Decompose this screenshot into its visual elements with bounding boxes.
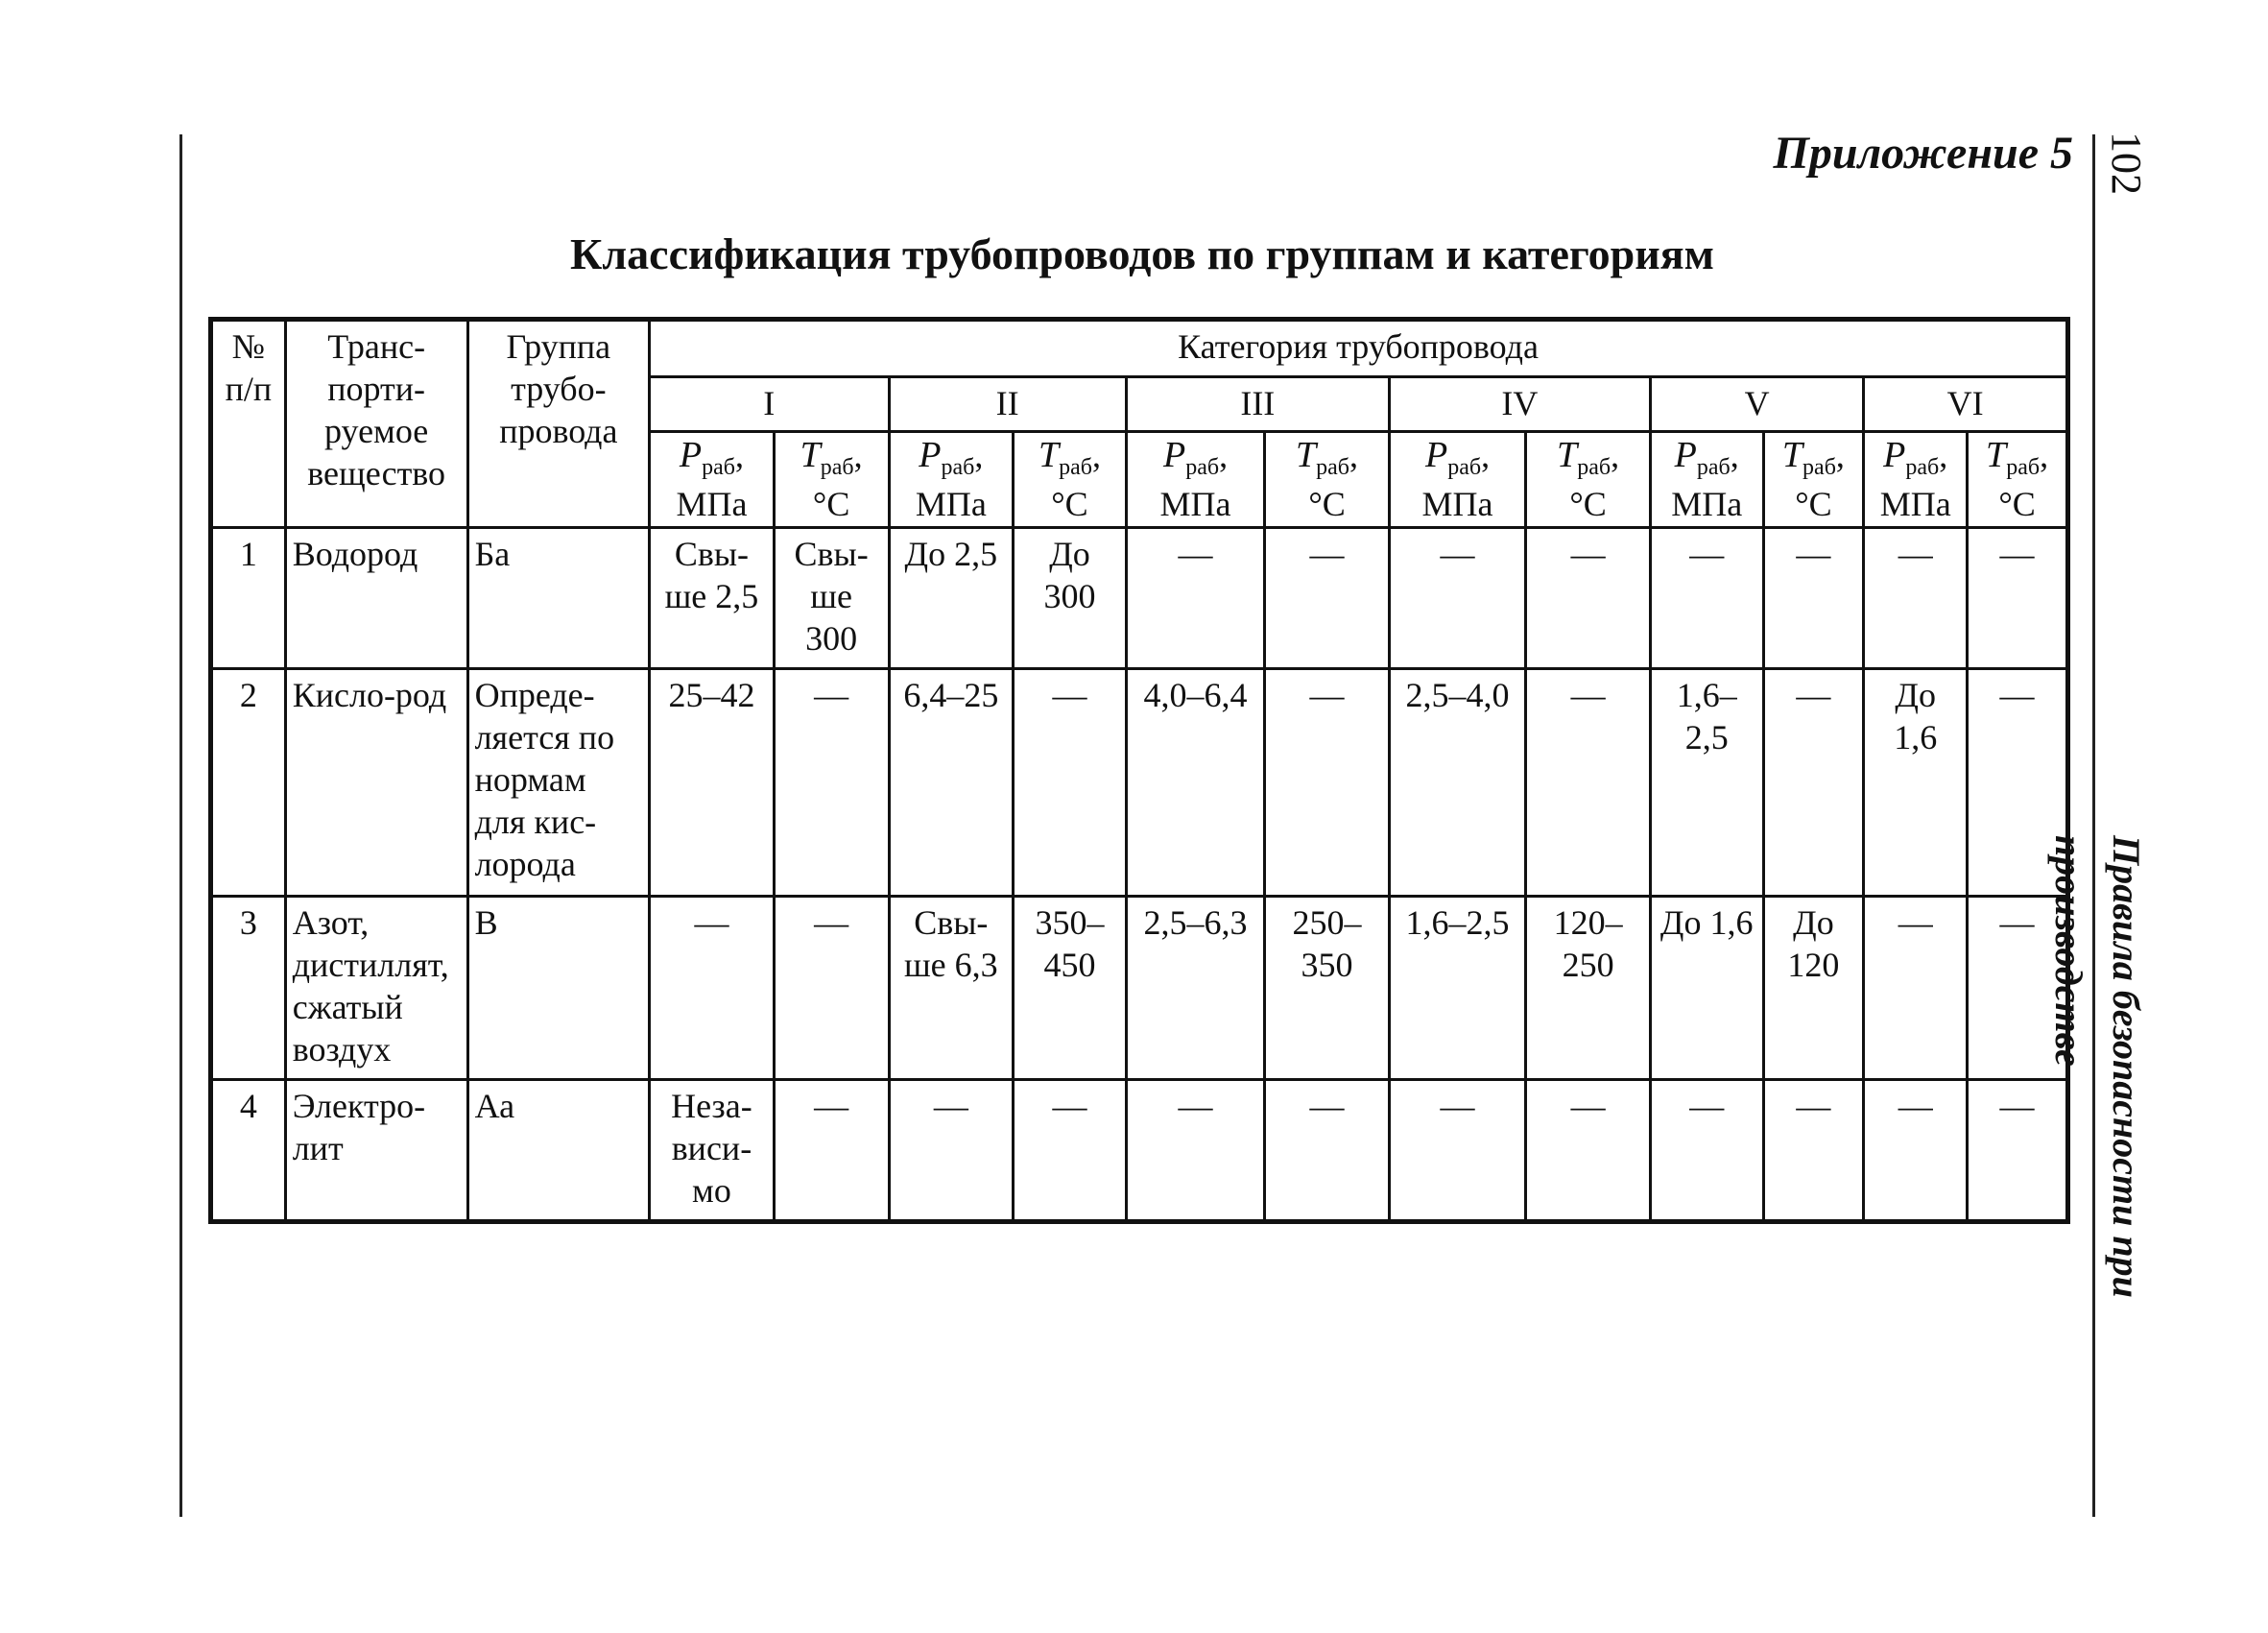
temperature-cell: —	[1014, 669, 1127, 897]
temperature-cell: 250–350	[1265, 897, 1390, 1080]
pressure-symbol: P	[1425, 435, 1448, 475]
temperature-cell: До 300	[1014, 528, 1127, 669]
category-header-2: II	[889, 377, 1126, 432]
pressure-cell: 1,6–2,5	[1650, 669, 1763, 897]
row-number: 2	[211, 669, 286, 897]
row-number: 3	[211, 897, 286, 1080]
pressure-unit: МПа	[915, 485, 987, 523]
table-row	[211, 1080, 2068, 1222]
param-subscript: раб	[1447, 455, 1482, 480]
param-subscript: раб	[1802, 455, 1836, 480]
substance-cell: Кисло-род	[285, 669, 467, 897]
appendix-label: Приложение 5	[1773, 128, 2073, 179]
temperature-header-5: $T_{раб}$, °С	[1763, 432, 1864, 528]
group-cell: Ба	[467, 528, 650, 669]
group-cell: Аа	[467, 1080, 650, 1222]
pressure-unit: МПа	[1421, 485, 1493, 523]
param-subscript: раб	[1185, 455, 1220, 480]
left-margin-rule	[179, 134, 182, 1517]
temperature-cell: —	[1968, 528, 2068, 669]
temperature-unit: °С	[1795, 485, 1832, 523]
pressure-symbol: P	[1674, 435, 1697, 475]
pressure-cell: 6,4–25	[889, 669, 1014, 897]
pressure-cell: —	[1650, 528, 1763, 669]
temperature-cell: —	[1526, 1080, 1651, 1222]
pressure-cell: —	[1389, 528, 1525, 669]
temperature-cell: —	[1763, 1080, 1864, 1222]
param-subscript: раб	[1905, 455, 1940, 480]
pipeline-classification-table	[208, 317, 2070, 1224]
temperature-symbol: T	[1038, 435, 1060, 475]
temperature-cell: —	[1265, 1080, 1390, 1222]
temperature-unit: °С	[1051, 485, 1088, 523]
category-header-6: VI	[1864, 377, 2068, 432]
substance-cell: Азот, дистиллят, сжатый воздух	[285, 897, 467, 1080]
pressure-unit: МПа	[1159, 485, 1231, 523]
pressure-unit: МПа	[676, 485, 748, 523]
temperature-cell: До 120	[1763, 897, 1864, 1080]
temperature-cell: —	[1763, 528, 1864, 669]
pressure-symbol: P	[1162, 435, 1186, 475]
temperature-cell: Свы-ше 300	[774, 528, 889, 669]
substance-cell: Электро-лит	[285, 1080, 467, 1222]
pressure-cell: —	[650, 897, 775, 1080]
group-cell: Опреде-ляется по нормам для кис-лорода	[467, 669, 650, 897]
header-no: № п/п	[211, 320, 286, 528]
group-cell: В	[467, 897, 650, 1080]
temperature-cell: 120–250	[1526, 897, 1651, 1080]
pressure-cell: До 2,5	[889, 528, 1014, 669]
temperature-cell: —	[1968, 897, 2068, 1080]
temperature-unit: °С	[1569, 485, 1607, 523]
pressure-symbol: P	[919, 435, 942, 475]
header-substance: Транс-порти-руемое вещество	[285, 320, 467, 528]
temperature-unit: °С	[1308, 485, 1346, 523]
param-subscript: раб	[2006, 455, 2041, 480]
pressure-cell: 2,5–4,0	[1389, 669, 1525, 897]
temperature-cell: —	[774, 897, 889, 1080]
temperature-cell: —	[1265, 669, 1390, 897]
temperature-cell: —	[1763, 669, 1864, 897]
temperature-cell: —	[1526, 528, 1651, 669]
pressure-header-6: $P_{раб}$, МПа	[1864, 432, 1968, 528]
pressure-cell: —	[1126, 528, 1264, 669]
pressure-cell: Неза-виси-мо	[650, 1080, 775, 1222]
temperature-symbol: T	[1296, 435, 1317, 475]
temperature-unit: °С	[812, 485, 850, 523]
temperature-cell: —	[1526, 669, 1651, 897]
temperature-symbol: T	[800, 435, 821, 475]
pressure-cell: До 1,6	[1864, 669, 1968, 897]
pressure-cell: Свы-ше 6,3	[889, 897, 1014, 1080]
table-row	[211, 669, 2068, 897]
document-title: Классификация трубопроводов по группам и категориям	[570, 229, 1714, 278]
substance-cell: Водород	[285, 528, 467, 669]
pressure-header-3: $P_{раб}$, МПа	[1126, 432, 1264, 528]
pressure-cell: —	[1650, 1080, 1763, 1222]
param-subscript: раб	[820, 455, 854, 480]
temperature-header-3: $T_{раб}$, °С	[1265, 432, 1390, 528]
pressure-header-5: $P_{раб}$, МПа	[1650, 432, 1763, 528]
page-number: 102	[2103, 132, 2150, 195]
param-subscript: раб	[1316, 455, 1350, 480]
right-margin-rule	[2092, 134, 2095, 1517]
table-row	[211, 897, 2068, 1080]
pressure-symbol: P	[1883, 435, 1906, 475]
pressure-header-1: $P_{раб}$, МПа	[650, 432, 775, 528]
category-header-5: V	[1650, 377, 1863, 432]
pressure-cell: —	[1864, 1080, 1968, 1222]
pressure-cell: 2,5–6,3	[1126, 897, 1264, 1080]
header-group: Группа трубо-провода	[467, 320, 650, 528]
pressure-cell: —	[1864, 897, 1968, 1080]
pressure-cell: 4,0–6,4	[1126, 669, 1264, 897]
row-number: 1	[211, 528, 286, 669]
param-subscript: раб	[1577, 455, 1611, 480]
pressure-cell: 1,6–2,5	[1389, 897, 1525, 1080]
pressure-symbol: P	[679, 435, 703, 475]
temperature-cell: 350–450	[1014, 897, 1127, 1080]
pressure-unit: МПа	[1879, 485, 1951, 523]
header-category: Категория трубопровода	[650, 320, 2068, 377]
temperature-symbol: T	[1781, 435, 1803, 475]
pressure-cell: —	[1126, 1080, 1264, 1222]
temperature-unit: °С	[1998, 485, 2036, 523]
pressure-header-4: $P_{раб}$, МПа	[1389, 432, 1525, 528]
temperature-cell: —	[1014, 1080, 1127, 1222]
pressure-cell: Свы-ше 2,5	[650, 528, 775, 669]
pressure-cell: —	[1389, 1080, 1525, 1222]
temperature-cell: —	[1968, 1080, 2068, 1222]
pressure-cell: —	[889, 1080, 1014, 1222]
temperature-header-6: $T_{раб}$, °С	[1968, 432, 2068, 528]
table-row	[211, 528, 2068, 669]
temperature-cell: —	[1968, 669, 2068, 897]
temperature-cell: —	[1265, 528, 1390, 669]
param-subscript: раб	[1696, 455, 1731, 480]
category-header-1: I	[650, 377, 889, 432]
running-title: Правила безопасности при производстве	[2047, 835, 2148, 1298]
temperature-header-4: $T_{раб}$, °С	[1526, 432, 1651, 528]
pressure-cell: До 1,6	[1650, 897, 1763, 1080]
pressure-cell: 25–42	[650, 669, 775, 897]
temperature-symbol: T	[1557, 435, 1578, 475]
temperature-cell: —	[774, 669, 889, 897]
category-header-3: III	[1126, 377, 1389, 432]
temperature-header-2: $T_{раб}$, °С	[1014, 432, 1127, 528]
category-header-4: IV	[1389, 377, 1650, 432]
param-subscript: раб	[1059, 455, 1092, 480]
row-number: 4	[211, 1080, 286, 1222]
temperature-symbol: T	[1986, 435, 2007, 475]
pressure-header-2: $P_{раб}$, МПа	[889, 432, 1014, 528]
param-subscript: раб	[702, 455, 735, 480]
temperature-cell: —	[774, 1080, 889, 1222]
pressure-unit: МПа	[1671, 485, 1743, 523]
param-subscript: раб	[941, 455, 975, 480]
temperature-header-1: $T_{раб}$, °С	[774, 432, 889, 528]
pressure-cell: —	[1864, 528, 1968, 669]
